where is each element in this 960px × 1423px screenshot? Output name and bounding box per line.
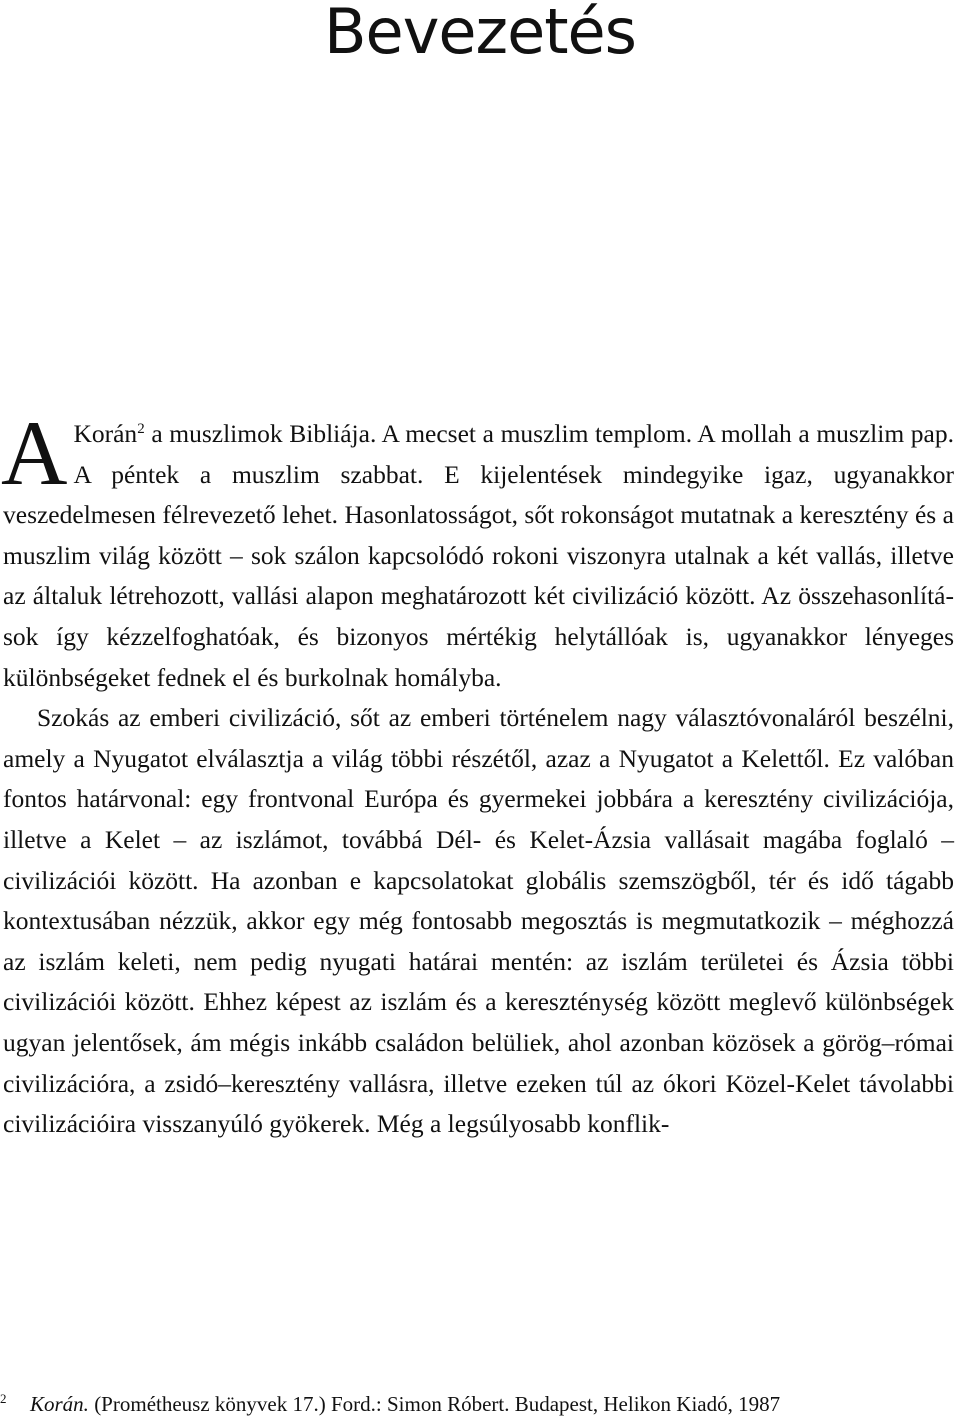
paragraph-1-text: a muszlimok Bibliája. A mecset a muszlim templom. A mollah a muszlim pap. A péntek a muszlim szabbat. E kijelentések mindegyike igaz, ugyanakkor veszedelmesen félrevezető lehet. Hasonlatosságot, sőt rokonságot mutatnak a keresztény és a muszlim világ között – sok szálon kapcsolódó rokoni viszonyra utalnak a két vallás, illetve az általuk létrehozott, vallási alapon meghatározott két civilizáció között. Az összehasonlítások így kézzelfoghatóak, és bizonyos mértékig helytállóak is, ugyanakkor lényeges különbségeket fednek el és burkolnak homályba. [3, 419, 954, 692]
chapter-body [1, 402, 954, 1145]
footnote [0, 1386, 960, 1417]
paragraph-2: Szokás az emberi civilizáció, sőt az emberi történelem nagy választóvonaláról beszélni, amely a Nyugatot elválasztja a világ többi részétől, azaz a Nyugatot a Kelettől. Ez valóban fontos határvonal: egy frontvonal Európa és gyermekei jobbára a keresztény civilizációja, illetve a Kelet – az iszlámot, továbbá Dél- és Kelet-Ázsia vallásait magába foglaló – civilizációi között. Ha azonban e kapcsolatokat globális szemszögből, tér és idő tágabb kontextusában nézzük, akkor egy még fontosabb megosztás is megmutatkozik – méghozzá az iszlám keleti, nem pedig nyugati határai mentén: az iszlám területei és Ázsia többi civilizációi között. Ehhez képest az iszlám és a kereszténység között meglevő különbségek ugyan jelentősek, ám mégis inkább családon belüliek, ahol azonban közösek a görög–római civilizációra, a zsidó–keresztény vallásra, illetve ezeken túl az ókori Közel-Kelet távolabbi civilizációira visszanyúló gyökerek. Még a legsúlyosabb konflik- [3, 703, 954, 1139]
footnote-reference[interactable]: 2 [137, 421, 145, 437]
drop-cap: A [1, 402, 68, 504]
footnote-title: Korán. [30, 1392, 89, 1416]
paragraph-1 [1, 402, 954, 698]
chapter-title: Bevezetés [324, 0, 636, 68]
footnote-citation: (Prométheusz könyvek 17.) Ford.: Simon Róbert. Budapest, Helikon Kiadó, 1987 [88, 1392, 781, 1416]
footnote-marker: 2 [0, 1391, 7, 1406]
paragraph-1-lead: Korán [73, 419, 138, 448]
